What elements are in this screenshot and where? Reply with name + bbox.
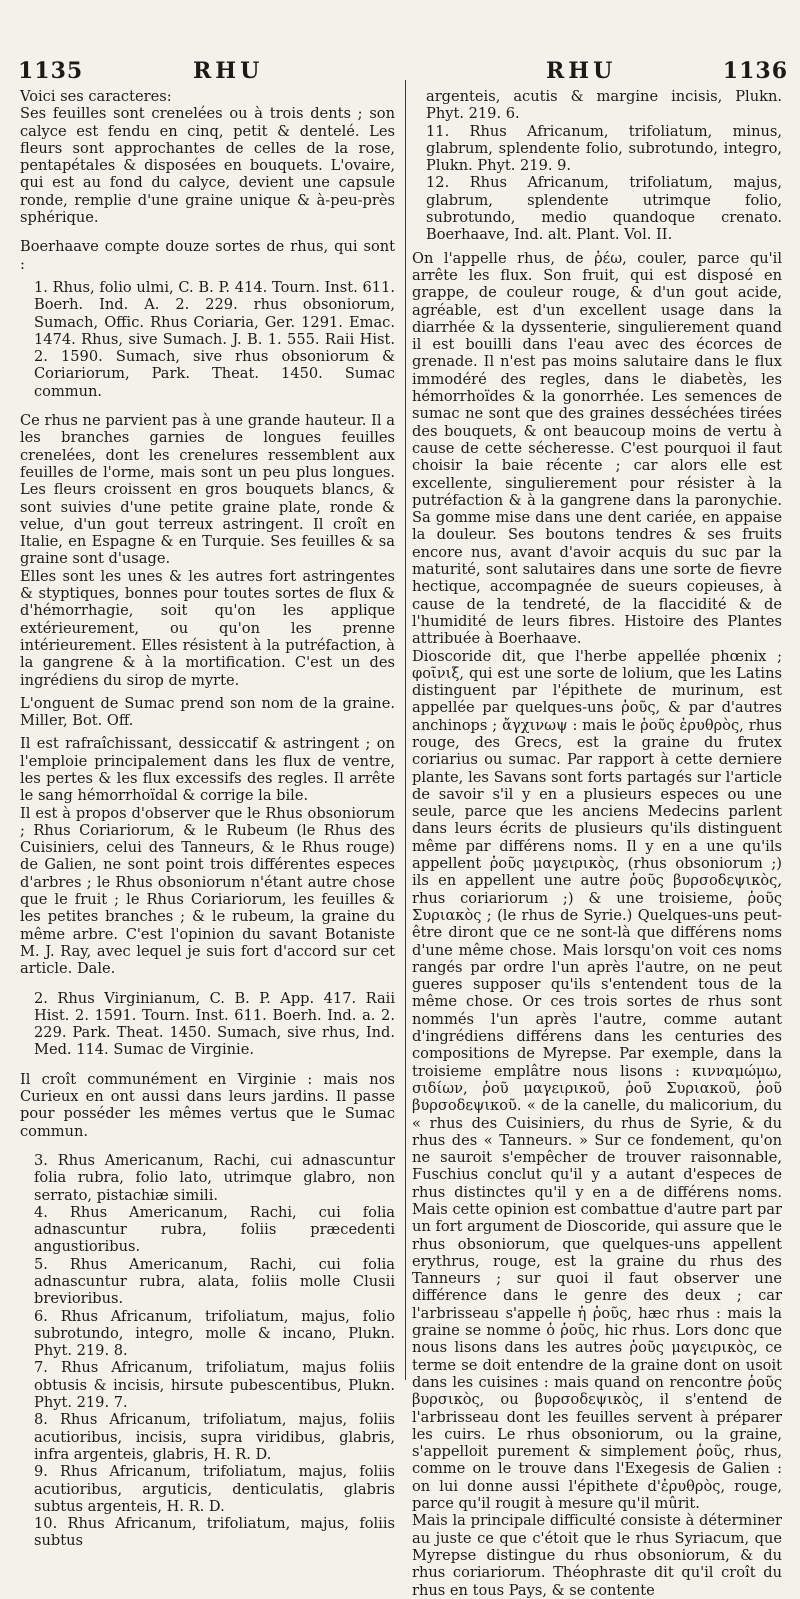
characters-intro: Voici ses caracteres: [20,88,172,105]
species-entry-11: 11. Rhus Africanum, trifoliatum, minus, glabrum, splendente folio, subrotundo, integro, Plukn. Phyt. 219. 9. [426,122,782,175]
right-column [412,88,782,1599]
species-entry-7: 7. Rhus Africanum, trifoliatum, majus foliis obtusis & incisis, hirsute pubescentibus, Plukn. Phyt. 219. 7. [34,1359,395,1412]
paragraph-ointment: L'onguent de Sumac prend son nom de la graine. Miller, Bot. Off. [20,694,395,730]
species-entry-12: 12. Rhus Africanum, trifoliatum, majus, glabrum, splendente utrimque folio, subrotundo, medio quandoque crenato. Boerhaave, Ind. alt. Plant. Vol. II. [426,174,782,244]
paragraph-etymology: On l'appelle rhus, de ῥέω, couler, parce qu'il arrête les flux. Son fruit, qui est disposé en grappe, de couleur rouge, & d'un gout acide, agréable, est d'un excellent usage dans la diarrhée & la dyssenterie, singulierement quand il est bouilli dans l'eau avec des écorces de grenade. Il n'est pas moins salutaire dans le flux immodéré des regles, dans le diabetès, les hémorrhoïdes & la gonorrhée. Les semences de sumac ne sont que des graines desséchées tirées des bouquets, & ont beaucoup moins de vertu à cause de cette sécheresse. C'est pourquoi il faut choisir la baie récente ; car alors elle est excellente, singulierement pour résister à la putréfaction & à la gangrene dans la paronychie. Sa gomme mise dans une dent cariée, en appaise la douleur. Ses boutons tendres & ses fruits encore nus, avant d'avoir acquis du suc par la maturité, sont salutaires dans une sorte de fievre hectique, accompagnée de sueurs copieuses, à cause de la tendreté, de la flaccidité & de l'humidité de leurs fibres. Histoire des Plantes attribuée à Boerhaave. [412,249,782,648]
page-number-left: 1135 [18,58,84,84]
species-entry-10-continued: argenteis, acutis & margine incisis, Plukn. Phyt. 219. 6. [426,88,782,123]
species-entry-3: 3. Rhus Americanum, Rachi, cui adnascuntur folia rubra, folio lato, utrimque glabro, non serrato, pistachiæ simili. [34,1151,395,1204]
page-number-right: 1136 [722,58,788,84]
characters-description: Ses feuilles sont crenelées ou à trois dents ; son calyce est fendu en cinq, petit & dentelé. Les fleurs sont approchantes de celles de la rose, pentapétales & disposées en bouquets. L'ovaire, qui est au fond du calyce, devient une capsule ronde, remplie d'une graine unique & à-peu-près sphérique. [20,105,395,227]
species-entry-2: 2. Rhus Virginianum, C. B. P. App. 417. Raii Hist. 2. 1591. Tourn. Inst. 611. Boerh. Ind. a. 2. 229. Park. Theat. 1450. Sumach, sive rhus, Ind. Med. 114. Sumac de Virginie. [34,989,395,1059]
page-header [18,58,788,88]
column-divider [405,80,406,1380]
paragraph-uses: Il est rafraîchissant, dessiccatif & astringent ; on l'emploie principalement dans les flux de ventre, les pertes & les flux excessifs des regles. Il arrête le sang hémorrhoïdal & corrige la bile. [20,735,395,805]
paragraph-properties: Elles sont les unes & les autres fort astringentes & styptiques, bonnes pour toutes sortes de flux & d'hémorrhagie, soit qu'on les applique extérieurement, ou qu'on les prenne intérieurement. Elles résistent à la putréfaction, à la gangrene & à la mortification. C'est un des ingrédiens du sirop de myrte. [20,567,395,689]
left-column [20,88,395,1550]
species-entry-5: 5. Rhus Americanum, Rachi, cui folia adnascuntur rubra, alata, foliis molle Clusii brevioribus. [34,1255,395,1308]
species-count-intro: Boerhaave compte douze sortes de rhus, qui sont : [20,238,395,273]
species-entry-6: 6. Rhus Africanum, trifoliatum, majus, folio subrotundo, integro, molle & incano, Plukn. Phyt. 219. 8. [34,1307,395,1360]
running-title-left: RHU [193,58,264,84]
running-title-right: RHU [546,58,617,84]
species-entry-1: 1. Rhus, folio ulmi, C. B. P. 414. Tourn. Inst. 611. Boerh. Ind. A. 2. 229. rhus obsoniorum, Sumach, Offic. Rhus Coriaria, Ger. 1291. Emac. 1474. Rhus, sive Sumach. J. B. 1. 555. Raii Hist. 2. 1590. Sumach, sive rhus obsoniorum & Coriariorum, Park. Theat. 1450. Sumac commun. [34,278,395,400]
paragraph-dioscorides: Dioscoride dit, que l'herbe appellée phœnix ; φοῖνιξ, qui est une sorte de lolium, que les Latins distinguent par l'épithete de murinum, est appellée par quelques-uns ῥοῦς, & par d'autres anchinops ; ἄγχινωψ : mais le ῥοῦς ἐρυθρὸς, rhus rouge, des Grecs, est la graine du frutex coriarius ou sumac. Par rapport à cette derniere plante, les Savans sont forts partagés sur l'article de savoir s'il y en a plusieurs especes ou une seule, parce que les anciens Medecins parlent dans leurs écrits de plusieurs qu'ils distinguent même par différens noms. Il y en a une qu'ils appellent ῥοῦς μαγειρικὸς, (rhus obsoniorum ;) ils en appellent une autre ῥοῦς βυρσοδεψικὸς, rhus coriariorum ;) & une troisieme, ῥοῦς Συριακὸς ; (le rhus de Syrie.) Quelques-uns peut-être diront que ce ne sont-là que différens noms d'une même chose. Mais lorsqu'on voit ces noms rangés par ordre l'un après l'autre, on ne peut gueres supposer qu'ils s'entendent tous de la même chose. Or ces trois sortes de rhus sont nommés l'un après l'autre, comme autant d'ingrédiens différens dans les centuries des compositions de Myrepse. Par exemple, dans la troisieme emplâtre nous lisons : κινναμώμω, σιδίων, ῥοῦ μαγειρικοῦ, ῥοῦ Συριακοῦ, ῥοῦ βυρσοδεψικοῦ. « de la canelle, du malicorium, du « rhus des Cuisiniers, du rhus de Syrie, & du rhus des « Tanneurs. » Sur ce fondement, qu'on ne sauroit s'empêcher de trouver raisonnable, Fuschius conclut qu'il y a autant d'especes de rhus distinctes qu'il y en a de différens noms. Mais cette opinion est combattue d'autre part par un fort argument de Dioscoride, qui assure que le rhus obsoniorum, que quelques-uns appellent erythrus, rouge, est la graine du rhus des Tanneurs ; sur quoi il faut observer une différence dans le genre des deux ; car l'arbrisseau s'appelle ἡ ῥοῦς, hæc rhus : mais la graine se nomme ὁ ῥοῦς, hic rhus. Lors donc que nous lisons dans les autres ῥοῦς μαγειρικὸς, ce terme se doit entendre de la graine dont on usoit dans les cuisines : mais quand on rencontre ῥοῦς βυρσικὸς, ou βυρσοδεψικὸς, il s'entend de l'arbrisseau dont les feuilles servent à préparer les cuirs. Le rhus obsoniorum, ou la graine, s'appelloit purement & simplement ῥοῦς, rhus, comme on le trouve dans l'Exegesis de Galien : on lui donne aussi l'épithete d'ἐρυθρὸς, rouge, parce qu'il rougit à mesure qu'il mûrit. [412,647,782,1513]
species-entry-8: 8. Rhus Africanum, trifoliatum, majus, foliis acutioribus, incisis, supra viridibus, glabris, infra argenteis, glabris, H. R. D. [34,1411,395,1463]
species-entry-10: 10. Rhus Africanum, trifoliatum, majus, foliis subtus [34,1515,395,1550]
species-entry-4: 4. Rhus Americanum, Rachi, cui folia adnascuntur rubra, foliis præcedenti angustioribus. [34,1203,395,1256]
species-entry-9: 9. Rhus Africanum, trifoliatum, majus, foliis acutioribus, arguticis, denticulatis, glabris subtus argenteis, H. R. D. [34,1463,395,1515]
paragraph-virginia: Il croît communément en Virginie : mais nos Curieux en ont aussi dans leurs jardins. Il passe pour posséder les mêmes vertus que le Sumac commun. [20,1070,395,1140]
paragraph-syriacum: Mais la principale difficulté consiste à déterminer au juste ce que c'étoit que le rhus Syriacum, que Myrepse distingue du rhus obsoniorum, & du rhus coriariorum. Théophraste dit qu'il croît du rhus en tous Pays, & se contente [412,1512,782,1599]
paragraph-ray-opinion: Il est à propos d'observer que le Rhus obsoniorum ; Rhus Coriariorum, & le Rubeum (le Rhus des Cuisiniers, celui des Tanneurs, & le Rhus rouge) de Galien, ne sont point trois différentes especes d'arbres ; le Rhus obsoniorum n'étant autre chose que le fruit ; le Rhus Coriariorum, les feuilles & les petites branches ; & le rubeum, la graine du même arbre. C'est l'opinion du savant Botaniste M. J. Ray, avec lequel je suis fort d'accord sur cet article. Dale. [20,804,395,978]
paragraph-description: Ce rhus ne parvient pas à une grande hauteur. Il a les branches garnies de longues feuilles crenelées, dont les crenelures ressemblent aux feuilles de l'orme, mais sont un peu plus longues. Les fleurs croissent en gros bouquets blancs, & sont suivies d'une petite graine plate, ronde & velue, d'un gout terreux astringent. Il croît en Italie, en Espagne & en Turquie. Ses feuilles & sa graine sont d'usage. [20,412,395,568]
